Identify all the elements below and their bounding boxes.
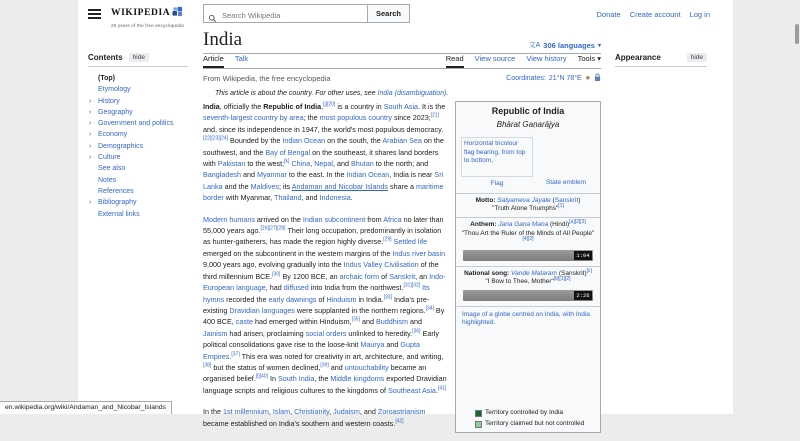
wiki-link[interactable]: Nepal bbox=[314, 159, 333, 169]
wiki-link[interactable]: Indus river basin bbox=[392, 248, 446, 258]
chevron-right-icon[interactable]: › bbox=[89, 108, 92, 116]
appearance-hide-button[interactable]: hide bbox=[687, 53, 707, 62]
wiki-link[interactable]: 1st millennium bbox=[222, 407, 269, 417]
article-content bbox=[203, 30, 601, 441]
contents-hide-button[interactable]: hide bbox=[129, 53, 149, 62]
page-title: India bbox=[203, 29, 243, 50]
wiki-link[interactable]: Indonesia bbox=[319, 193, 351, 203]
toc-item bbox=[98, 73, 201, 84]
wiki-link[interactable]: seventh-largest country by area bbox=[203, 113, 304, 123]
legend-swatch bbox=[475, 410, 482, 417]
featured-article-star-icon: ★ bbox=[584, 75, 591, 82]
sidebar-item-culture[interactable]: Culture bbox=[98, 154, 121, 162]
tab-read[interactable]: Read bbox=[446, 54, 464, 68]
wiki-link[interactable]: Sanskrit bbox=[554, 196, 579, 204]
toc-item bbox=[98, 84, 201, 95]
wiki-link[interactable]: diffused bbox=[283, 283, 309, 293]
toc-item bbox=[89, 141, 201, 152]
state-emblem-link[interactable]: State emblem bbox=[545, 179, 587, 187]
sidebar-item-history[interactable]: History bbox=[98, 97, 120, 105]
reference-link[interactable]: [38] bbox=[203, 362, 212, 369]
languages-button[interactable] bbox=[529, 40, 601, 50]
wiki-link[interactable]: Hinduism bbox=[326, 294, 357, 304]
wiki-link[interactable]: untouchability bbox=[344, 362, 389, 372]
wiki-link[interactable]: Zoroastrianism bbox=[377, 407, 426, 417]
wiki-link-hovered[interactable]: Andaman and Nicobar Islands bbox=[291, 181, 389, 191]
languages-label: 306 languages bbox=[543, 40, 595, 50]
reference-link[interactable]: [39] bbox=[320, 362, 329, 369]
wiki-link[interactable]: archaic form bbox=[339, 271, 380, 281]
tab-article[interactable]: Article bbox=[203, 54, 224, 68]
reference-link[interactable]: [36] bbox=[412, 328, 421, 335]
coordinates-value-link[interactable]: 21°N 78°E bbox=[548, 75, 582, 82]
main-menu-icon[interactable] bbox=[88, 9, 101, 19]
bold-text: Motto: bbox=[475, 196, 498, 204]
toc-item bbox=[89, 118, 201, 129]
toc-item bbox=[98, 209, 201, 220]
wiki-link[interactable]: Dravidian languages bbox=[229, 305, 295, 315]
infobox-anthem: Anthem: Jana Gana Mana (Hindi)[a][2][3] "Thou Art the Ruler of the Minds of All People"[4][2] 1:04 bbox=[456, 217, 600, 265]
chevron-right-icon[interactable]: › bbox=[89, 142, 92, 150]
header-link-donate[interactable]: Donate bbox=[596, 10, 621, 19]
article-paragraph: Modern humans arrived on the Indian subcontinent from Africa no later than 55,000 years ago.[26][27][28] Their long occupation, predominantly in isolation as hunter-gatherers, has made the region highly diverse.[29] Settled life emerged on the subcontinent in the western margins of the Indus river basin 9,000 years ago, evolving gradually into the Indus Valley Civilisation of the third millennium BCE.[30] By 1200 BCE, an archaic form of Sanskrit, an Indo-European language, had diffused into India from the northwest.[31][32] Its hymns recorded the early dawnings of Hinduism in India.[33] India's pre-existing Dravidian languages were supplanted in the northern regions.[34] By 400 BCE, caste had emerged within Hinduism,[35] and Buddhism and Jainism had arisen, proclaiming social orders unlinked to heredity.[36] Early political consolidations gave rise to the loose-knit Maurya and Gupta Empires.[37] This era was noted for creativity in art, architecture, and writing,[38] but the status of women declined,[39] and untouchability became an organised belief.[l][40] In South India, the Middle kingdoms exported Dravidian language scripts and religious cultures to the kingdoms of Southeast Asia.[41] bbox=[203, 214, 447, 395]
reference-link[interactable]: [22][23][24] bbox=[203, 135, 229, 142]
wiki-link[interactable]: early dawnings bbox=[268, 294, 317, 304]
wiki-link[interactable]: Indian Ocean bbox=[282, 136, 326, 146]
logo-tagline: 25 years of the free encyclopedia bbox=[111, 23, 184, 28]
search-input[interactable] bbox=[204, 7, 367, 24]
sidebar-item-external-links[interactable]: External links bbox=[98, 210, 140, 218]
sidebar-item-government-and-politics[interactable]: Government and politics bbox=[98, 120, 174, 128]
page-protection-lock-icon[interactable] bbox=[594, 73, 601, 84]
wiki-link[interactable]: Buddhism bbox=[375, 317, 408, 327]
chevron-right-icon[interactable]: › bbox=[89, 131, 92, 139]
toc-item bbox=[89, 96, 201, 107]
wiki-link[interactable]: Jana Gana Mana bbox=[498, 221, 549, 229]
wiki-link[interactable]: Gupta Empires bbox=[203, 340, 420, 361]
reference-link[interactable]: [29] bbox=[383, 237, 392, 244]
chevron-right-icon[interactable]: › bbox=[89, 154, 92, 162]
wiki-link[interactable]: Bay of Bengal bbox=[265, 147, 311, 157]
search-icon bbox=[208, 10, 217, 28]
toc-item bbox=[89, 129, 201, 140]
wiki-link[interactable]: Africa bbox=[383, 214, 402, 224]
reference-link[interactable]: [c] bbox=[586, 267, 592, 274]
reference-link[interactable]: [1] bbox=[558, 202, 564, 209]
page-tabs bbox=[203, 54, 601, 69]
flag-caption-link[interactable]: Flag bbox=[490, 180, 504, 188]
coordinates-label-link[interactable]: Coordinates: bbox=[506, 75, 546, 82]
reference-link[interactable]: [k] bbox=[284, 158, 290, 165]
tabs-left bbox=[203, 54, 248, 68]
reference-link[interactable]: [21] bbox=[430, 113, 440, 120]
wiki-link[interactable]: social orders bbox=[305, 328, 347, 338]
bold-text: Anthem: bbox=[470, 221, 499, 229]
infobox-map bbox=[456, 306, 600, 433]
wiki-link[interactable]: Jainism bbox=[203, 328, 228, 338]
wiki-link[interactable]: Settled life bbox=[393, 237, 428, 247]
tab-tools[interactable]: Tools ▾ bbox=[577, 54, 601, 63]
wikipedia-logo[interactable] bbox=[111, 4, 184, 28]
infobox-title: Republic of India bbox=[491, 106, 565, 116]
wiki-link[interactable]: Indian subcontinent bbox=[302, 214, 366, 224]
map-legend bbox=[462, 409, 594, 428]
appearance-panel bbox=[615, 53, 707, 67]
logo-wordmark: WIKIPEDIA bbox=[111, 8, 171, 18]
wiki-link[interactable]: Indo-European language bbox=[203, 271, 446, 293]
reference-link[interactable]: [34] bbox=[425, 305, 434, 312]
wiki-link[interactable]: Arabian Sea bbox=[382, 136, 422, 146]
wiki-link[interactable]: Vande Mataram bbox=[511, 269, 558, 277]
wiki-link[interactable]: India (disambiguation) bbox=[377, 90, 447, 97]
wiki-link[interactable]: Middle kingdoms bbox=[330, 374, 385, 384]
tab-view-source[interactable]: View source bbox=[474, 54, 516, 63]
sidebar-item-economy[interactable]: Economy bbox=[98, 131, 128, 139]
wiki-link[interactable]: Bangladesh bbox=[203, 170, 241, 180]
page-surface bbox=[78, 0, 733, 428]
wiki-link[interactable]: caste bbox=[235, 317, 253, 327]
wiki-link[interactable]: Maldives bbox=[250, 181, 279, 191]
infobox-republic-of-india bbox=[455, 101, 601, 433]
infobox-motto: Motto: Satyameva Jayate (Sanskrit) "Truth Alone Triumphs"[1] bbox=[456, 193, 600, 218]
sidebar-item-bibliography[interactable]: Bibliography bbox=[98, 199, 137, 207]
wiki-link[interactable]: Maurya bbox=[360, 340, 385, 350]
search-button[interactable]: Search bbox=[367, 4, 410, 23]
bold-text: India bbox=[203, 102, 220, 111]
sidebar-item-notes[interactable]: Notes bbox=[98, 176, 117, 184]
sidebar-item-references[interactable]: References bbox=[98, 187, 134, 195]
tab-talk[interactable]: Talk bbox=[234, 54, 249, 63]
toc-item bbox=[89, 197, 201, 208]
wiki-link[interactable]: Judaism bbox=[333, 407, 360, 417]
song-duration: 2:26 bbox=[574, 291, 592, 300]
wiki-link[interactable]: Its hymns bbox=[203, 283, 430, 304]
reference-link[interactable]: [4][2] bbox=[522, 236, 534, 243]
bold-text: National song: bbox=[464, 269, 512, 277]
article-body bbox=[203, 101, 601, 429]
reference-link[interactable]: [41] bbox=[437, 385, 447, 392]
wiki-link[interactable]: China bbox=[291, 159, 311, 169]
toc-item bbox=[89, 152, 201, 163]
toc-item bbox=[89, 107, 201, 118]
wiki-link[interactable]: Sri Lanka bbox=[203, 170, 444, 191]
contents-list bbox=[88, 73, 201, 220]
wiki-link[interactable]: South India bbox=[277, 374, 315, 384]
reference-link[interactable]: [b][1][2] bbox=[553, 275, 571, 282]
wiki-link[interactable]: Satyameva Jayate bbox=[497, 196, 551, 204]
sidebar-item-geography[interactable]: Geography bbox=[98, 108, 133, 116]
toc-item bbox=[98, 163, 201, 174]
legend-label: Territory controlled by India bbox=[485, 409, 564, 417]
contents-sidebar bbox=[88, 53, 201, 220]
wiki-link[interactable]: Thailand bbox=[273, 193, 302, 203]
map-image-broken[interactable]: Image of a globe centred on India, with India highlighted. bbox=[462, 310, 590, 327]
reference-link[interactable]: [a][2][3] bbox=[569, 219, 586, 226]
chevron-right-icon[interactable]: › bbox=[89, 120, 92, 128]
wiki-link[interactable]: Islam bbox=[272, 407, 291, 417]
browser-scrollbar-thumb[interactable] bbox=[795, 24, 799, 44]
anthem-audio-player[interactable] bbox=[463, 250, 593, 261]
header-link-log-in[interactable]: Log in bbox=[689, 10, 710, 19]
wiki-link[interactable]: South Asia bbox=[383, 102, 419, 111]
wiki-link[interactable]: Pakistan bbox=[217, 159, 246, 169]
language-icon: 文A bbox=[528, 42, 541, 49]
wiki-link[interactable]: Indian Ocean bbox=[346, 170, 390, 180]
reference-link[interactable]: [35] bbox=[351, 316, 360, 323]
wiki-link[interactable]: Bhutan bbox=[350, 159, 374, 169]
site-header bbox=[78, 0, 733, 28]
reference-link[interactable]: [30] bbox=[272, 271, 281, 278]
wiki-link[interactable]: Sanskrit bbox=[389, 271, 416, 281]
wiki-link[interactable]: Christianity bbox=[294, 407, 330, 417]
reference-link[interactable]: [j][20] bbox=[323, 101, 336, 108]
reference-link[interactable]: [42] bbox=[395, 418, 404, 425]
tabs-right bbox=[446, 54, 601, 68]
wiki-link[interactable]: Myanmar bbox=[256, 170, 287, 180]
anthem-duration: 1:04 bbox=[574, 251, 592, 260]
wiki-link[interactable]: maritime border bbox=[203, 181, 444, 203]
legend-row bbox=[475, 409, 594, 417]
wiki-link[interactable]: Modern humans bbox=[203, 214, 255, 224]
sidebar-item-top[interactable]: (Top) bbox=[98, 75, 115, 82]
toc-item bbox=[98, 186, 201, 197]
reference-link[interactable]: [l][40] bbox=[255, 373, 268, 380]
sidebar-item-demographics[interactable]: Demographics bbox=[98, 142, 144, 150]
sidebar-item-see-also[interactable]: See also bbox=[98, 165, 126, 173]
reference-link[interactable]: [33] bbox=[383, 294, 392, 301]
hatnote: This article is about the country. For other uses, see India (disambiguation). bbox=[215, 90, 449, 97]
header-link-create-account[interactable]: Create account bbox=[629, 10, 681, 19]
chevron-right-icon[interactable]: › bbox=[89, 97, 92, 105]
chevron-right-icon[interactable]: › bbox=[89, 199, 92, 207]
toc-item bbox=[98, 175, 201, 186]
page-subtitle: From Wikipedia, the free encyclopedia bbox=[203, 74, 331, 83]
reference-link[interactable]: [31][32] bbox=[403, 282, 421, 289]
article-paragraph: In the 1st millennium, Islam, Christianity, Judaism, and Zoroastrianism became established on India's southern and western coasts.[42] bbox=[203, 407, 426, 428]
national-song-audio-player[interactable] bbox=[463, 290, 593, 301]
contents-title: Contents bbox=[88, 53, 123, 62]
sidebar-item-etymology[interactable]: Etymology bbox=[98, 86, 131, 94]
account-links bbox=[597, 10, 711, 19]
flag-image-broken[interactable]: Horizontal tricolour flag bearing, from top to bottom, bbox=[461, 137, 533, 177]
reference-link[interactable]: [37] bbox=[231, 351, 240, 358]
bold-text: Republic of India bbox=[263, 102, 322, 111]
browser-status-link-preview: en.wikipedia.org/wiki/Andaman_and_Nicobar_Islands bbox=[0, 401, 172, 414]
chevron-down-icon: ▾ bbox=[597, 42, 601, 49]
wiki-link[interactable]: Indus Valley Civilisation bbox=[343, 260, 419, 270]
legend-label: Territory claimed but not controlled bbox=[485, 419, 585, 427]
infobox-national-song: National song: Vande Mataram (Sanskrit)[c] "I Bow to Thee, Mother"[b][1][2] 2:26 bbox=[456, 266, 600, 306]
tab-view-history[interactable]: View history bbox=[526, 54, 567, 63]
legend-row bbox=[475, 420, 594, 428]
reference-link[interactable]: [26][27][28] bbox=[260, 225, 286, 232]
search-bar bbox=[203, 4, 410, 23]
article-paragraph: India, officially the Republic of India,[j][20] is a country in South Asia. It is the seventh-largest country by area; the most populous country since 2023;[21] and, since its independence in 1947, the world's most populous democracy.[22][23][24] Bounded by the Indian Ocean on the south, the Arabian Sea on the southwest, and the Bay of Bengal on the southeast, it shares land borders with Pakistan to the west;[k] China, Nepal, and Bhutan to the north; and Bangladesh and Myanmar to the east. In the Indian Ocean, India is near Sri Lanka and the Maldives; its Andaman and Nicobar Islands share a maritime border with Myanmar, Thailand, and Indonesia. bbox=[203, 101, 446, 203]
appearance-title: Appearance bbox=[615, 53, 661, 62]
legend-swatch bbox=[475, 421, 482, 428]
wiki-link[interactable]: Southeast Asia bbox=[387, 385, 436, 395]
puzzle-globe-icon bbox=[172, 4, 183, 22]
wiki-link[interactable]: most populous country bbox=[319, 113, 392, 123]
infobox-native-name: Bhārat Gaṇarājya bbox=[496, 119, 560, 129]
